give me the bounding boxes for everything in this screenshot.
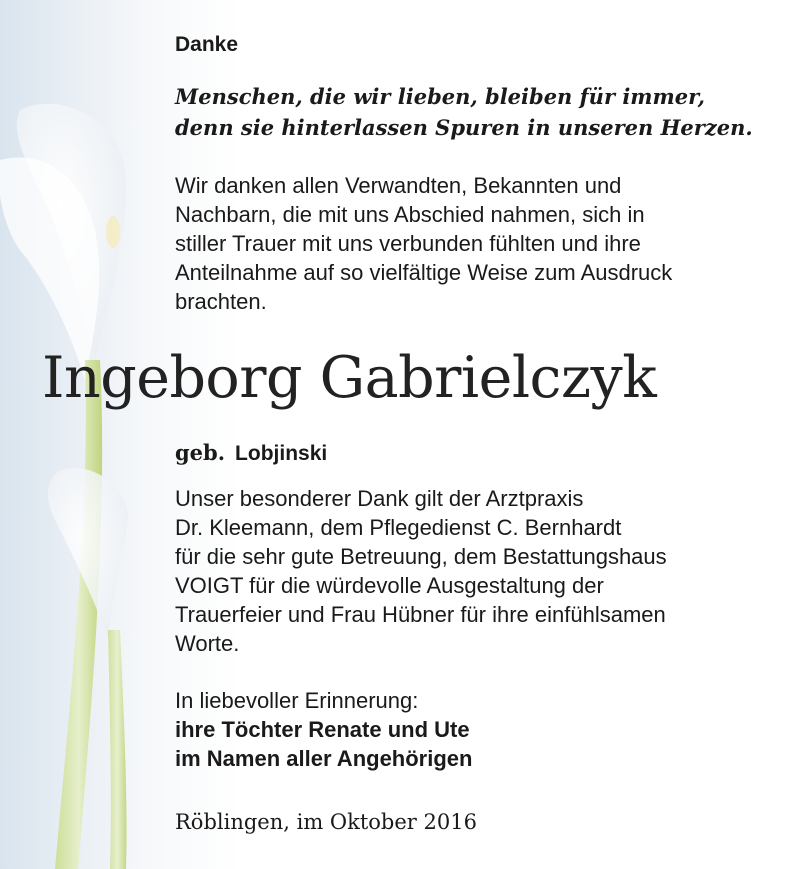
text-line: für die sehr gute Betreuung, dem Bestattungshaus bbox=[175, 544, 667, 569]
calla-lily-image bbox=[0, 0, 190, 869]
text-line: Anteilnahme auf so vielfältige Weise zum Ausdruck bbox=[175, 260, 673, 285]
special-thanks-paragraph bbox=[175, 484, 667, 658]
text-line: Nachbarn, die mit uns Abschied nahmen, sich in bbox=[175, 202, 645, 227]
motto-line: Menschen, die wir lieben, bleiben für immer, bbox=[175, 84, 705, 109]
signatory-line: ihre Töchter Renate und Ute bbox=[175, 717, 470, 742]
text-line: VOIGT für die würdevolle Ausgestaltung der bbox=[175, 573, 604, 598]
motto-line: denn sie hinterlassen Spuren in unseren Herzen. bbox=[175, 115, 753, 140]
remembrance-line: In liebevoller Erinnerung: bbox=[175, 688, 419, 713]
remembrance-block bbox=[175, 686, 472, 773]
text-line: brachten. bbox=[175, 289, 267, 314]
birth-name-value: Lobjinski bbox=[235, 442, 328, 465]
motto-quote bbox=[175, 81, 753, 143]
place-and-date: Röblingen, im Oktober 2016 bbox=[175, 810, 477, 834]
deceased-name: Ingeborg Gabrielczyk bbox=[42, 345, 657, 411]
text-line: Wir danken allen Verwandten, Bekannten und bbox=[175, 173, 622, 198]
heading-danke: Danke bbox=[175, 33, 239, 56]
birth-name bbox=[175, 440, 327, 466]
thanks-intro-paragraph bbox=[175, 171, 672, 316]
text-line: Dr. Kleemann, dem Pflegedienst C. Bernhardt bbox=[175, 515, 622, 540]
text-line: stiller Trauer mit uns verbunden fühlten und ihre bbox=[175, 231, 641, 256]
signatory-line: im Namen aller Angehörigen bbox=[175, 746, 473, 771]
birth-name-label: geb. bbox=[175, 440, 226, 465]
text-line: Unser besonderer Dank gilt der Arztpraxis bbox=[175, 486, 584, 511]
text-line: Worte. bbox=[175, 631, 240, 656]
text-line: Trauerfeier und Frau Hübner für ihre einfühlsamen bbox=[175, 602, 666, 627]
